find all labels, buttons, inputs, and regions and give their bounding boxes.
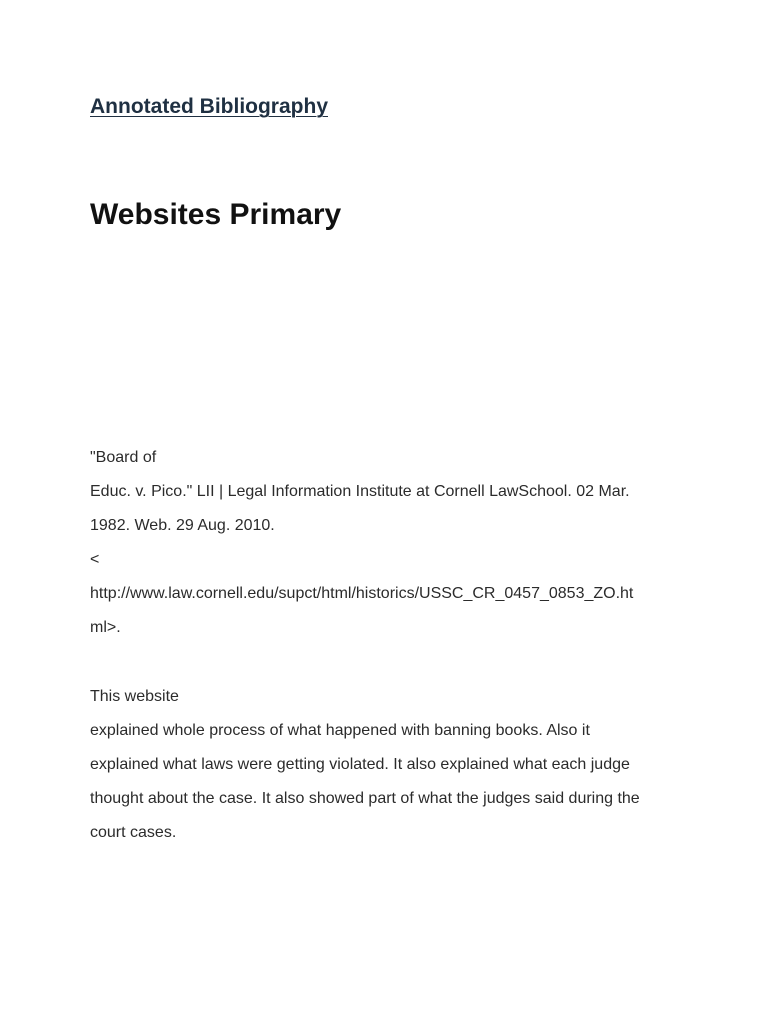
- citation-url-line: ml>.: [90, 619, 121, 636]
- citation-line: Educ. v. Pico." LII | Legal Information Institute at Cornell LawSchool. 02 Mar.: [90, 483, 630, 500]
- citation-line: <: [90, 551, 100, 568]
- annotation-line: thought about the case. It also showed part of what the judges said during the: [90, 790, 640, 807]
- annotation-line: This website: [90, 688, 179, 705]
- annotation-line: court cases.: [90, 824, 177, 841]
- citation-url-line: http://www.law.cornell.edu/supct/html/historics/USSC_CR_0457_0853_ZO.ht: [90, 585, 634, 602]
- annotation-line: explained what laws were getting violated. It also explained what each judge: [90, 756, 630, 773]
- citation-line: 1982. Web. 29 Aug. 2010.: [90, 517, 275, 534]
- annotation-line: explained whole process of what happened with banning books. Also it: [90, 722, 590, 739]
- section-heading: Websites Primary: [90, 198, 342, 231]
- citation-line: "Board of: [90, 449, 157, 466]
- document-title: Annotated Bibliography: [90, 95, 328, 118]
